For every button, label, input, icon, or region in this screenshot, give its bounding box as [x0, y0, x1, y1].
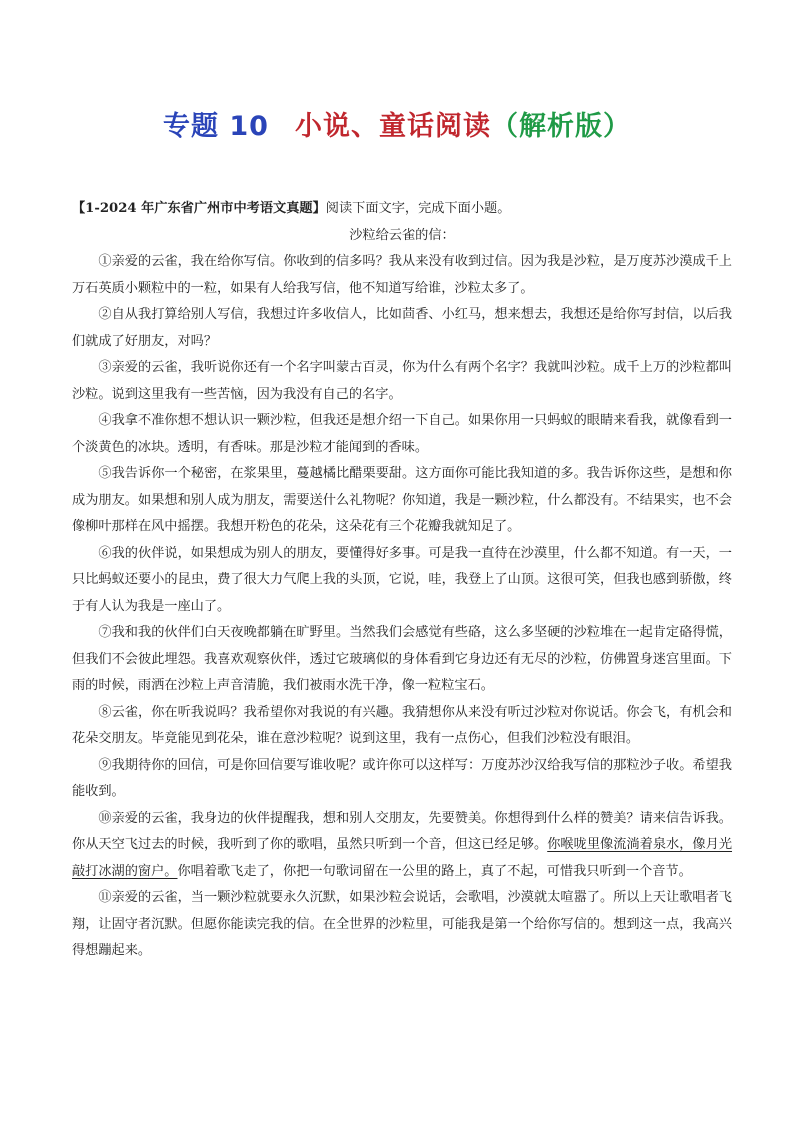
paragraph-6: ⑥我的伙伴说，如果想成为别人的朋友，要懂得好多事。可是我一直待在沙漠里，什么都不知道。有一天，一只比蚂蚁还要小的昆虫，费了很大力气爬上我的头顶，它说，哇，我登上了山顶。这很可笑，但我也感到骄傲，终于有人认为我是一座山了。	[72, 545, 732, 614]
article-body	[72, 196, 732, 965]
letter-heading: 沙粒给云雀的信：	[349, 227, 455, 243]
paragraph-10-before: ⑩亲爱的云雀，我身边的伙伴提醒我，想和别人交朋友，先要赞美。你想得到什么样的赞美？请来信告诉我。你从天空飞过去的时候，我听到了你的歌唱，虽然只听到一个音，但这已经足够。	[72, 810, 732, 852]
paragraph-2: ②自从我打算给别人写信，我想过许多收信人，比如茴香、小红马，想来想去，我想还是给你写封信，以后我们就成了好朋友，对吗？	[72, 307, 732, 349]
paragraph-9: ⑨我期待你的回信，可是你回信要写谁收呢？或许你可以这样写：万度苏沙汉给我写信的那粒沙子收。希望我能收到。	[72, 757, 732, 799]
paragraph-3: ③亲爱的云雀，我听说你还有一个名字叫蒙古百灵，你为什么有两个名字？我就叫沙粒。成千上万的沙粒都叫沙粒。说到这里我有一些苦恼，因为我没有自己的名字。	[72, 360, 732, 402]
paragraph-1: ①亲爱的云雀，我在给你写信。你收到的信多吗？我从来没有收到过信。因为我是沙粒，是万度苏沙漠成千上万石英质小颗粒中的一粒，如果有人给我写信，他不知道写给谁，沙粒太多了。	[72, 254, 732, 296]
paragraph-11: ⑪亲爱的云雀，当一颗沙粒就要永久沉默，如果沙粒会说话，会歌唱，沙漠就太喧嚣了。所以上天让歌唱者飞翔，让固守者沉默。但愿你能读完我的信。在全世界的沙粒里，可能我是第一个给你写信的。想到这一点，我高兴得想蹦起来。	[72, 890, 732, 958]
paragraph-7: ⑦我和我的伙伴们白天夜晚都躺在旷野里。当然我们会感觉有些硌，这么多坚硬的沙粒堆在一起肯定硌得慌，但我们不会彼此埋怨。我喜欢观察伙伴，透过它玻璃似的身体看到它身边还有无尽的沙粒，仿佛置身迷宫里面。下雨的时候，雨洒在沙粒上声音清脆，我们被雨水洗干净，像一粒粒宝石。	[72, 625, 732, 693]
question-source: 【1-2024 年广东省广州市中考语文真题】	[72, 201, 326, 216]
paragraph-5: ⑤我告诉你一个秘密，在浆果里，蔓越橘比醋栗要甜。这方面你可能比我知道的多。我告诉你这些，是想和你成为朋友。如果想和别人成为朋友，需要送什么礼物呢？你知道，我是一颗沙粒，什么都没有。不结果实，也不会像柳叶那样在风中摇摆。我想开粉色的花朵，这朵花有三个花瓣我就知足了。	[72, 466, 732, 534]
title-edition-label: （解析版）	[490, 111, 631, 142]
paragraph-8: ⑧云雀，你在听我说吗？我希望你对我说的有兴趣。我猜想你从来没有听过沙粒对你说话。你会飞，有机会和花朵交朋友。毕竟能见到花朵，谁在意沙粒呢？说到这里，我有一点伤心，但我们沙粒没有眼泪。	[72, 704, 732, 746]
question-intro	[72, 196, 732, 223]
title-topic-number: 专题 10	[163, 111, 269, 142]
underlined-sentence: 你喉咙里像流淌着泉水，像月光敲打冰湖的窗户。	[72, 837, 733, 879]
paragraph-10	[72, 806, 732, 886]
paragraph-10-after: 你唱着歌飞走了，你把一句歌词留在一公里的路上，真了不起，可惜我只听到一个音节。	[177, 863, 692, 879]
question-instruction: 阅读下面文字，完成下面小题。	[325, 201, 511, 216]
paragraph-4: ④我拿不准你想不想认识一颗沙粒，但我还是想介绍一下自己。如果你用一只蚂蚁的眼睛来看我，就像看到一个淡黄色的冰块。透明，有香味。那是沙粒才能闻到的香味。	[72, 413, 732, 455]
page-title	[0, 104, 794, 143]
title-topic-name: 小说、童话阅读	[294, 111, 491, 142]
